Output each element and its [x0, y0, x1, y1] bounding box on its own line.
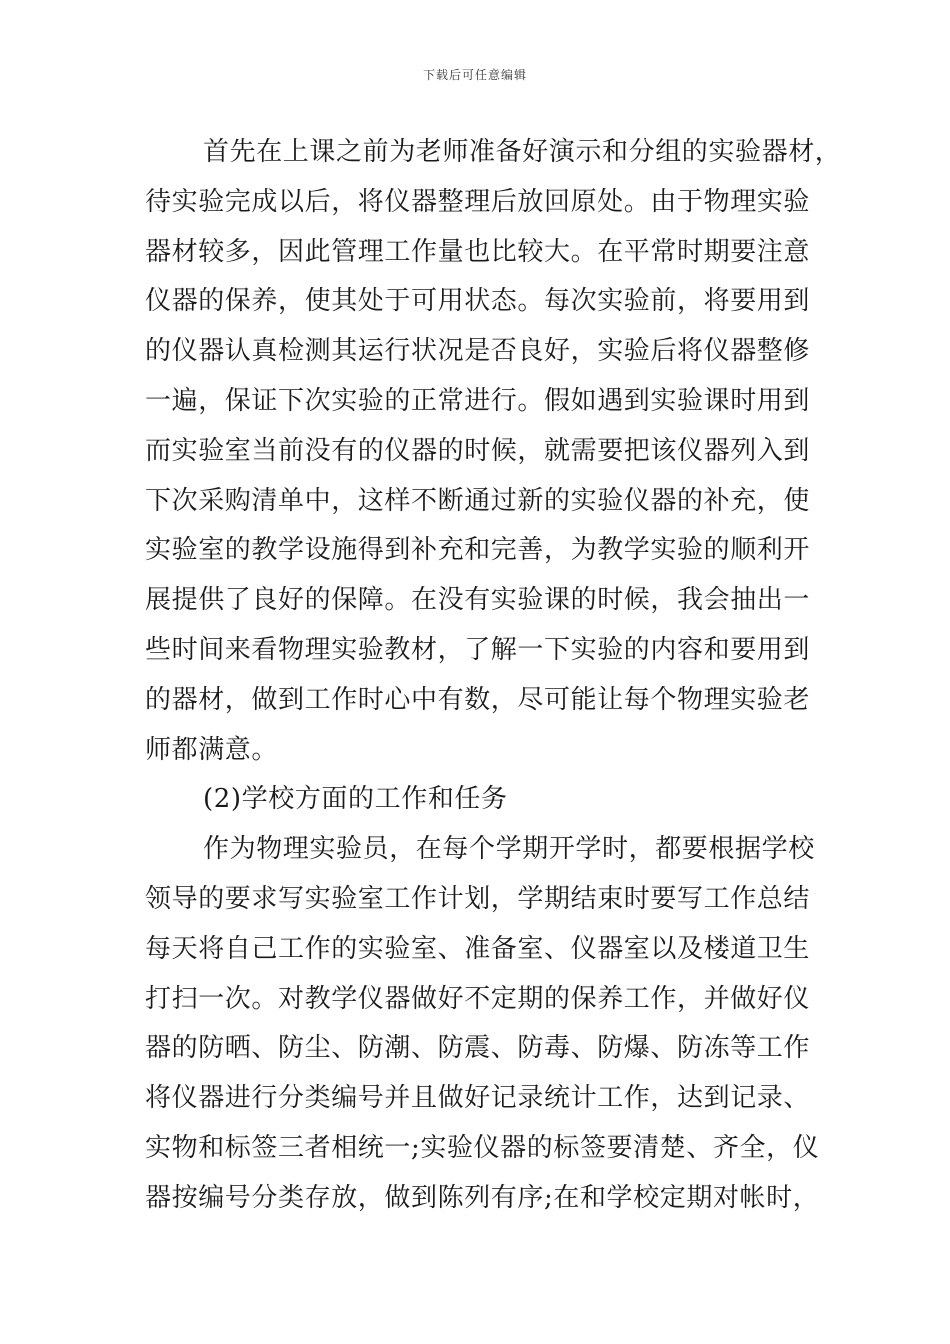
paragraph-line: 些时间来看物理实验教材，了解一下实验的内容和要用到	[145, 634, 811, 665]
paragraph-line: 师都满意。	[145, 734, 279, 765]
document-body	[145, 128, 842, 1224]
paragraph-line: 首先在上课之前为老师准备好演示和分组的实验器材，	[203, 137, 842, 167]
paragraph-line: 而实验室当前没有的仪器的时候，就需要把该仪器列入到	[145, 435, 811, 466]
paragraph-line: 的仪器认真检测其运行状况是否良好，实验后将仪器整修	[145, 336, 811, 367]
paragraph-line: 实物和标签三者相统一;实验仪器的标签要清楚、齐全，仪	[145, 1132, 820, 1163]
paragraph-line: 下次采购清单中，这样不断通过新的实验仪器的补充，使	[145, 485, 811, 516]
paragraph-line: 器按编号分类存放，做到陈列有序;在和学校定期对帐时，	[145, 1182, 820, 1213]
paragraph-line: 器的防晒、防尘、防潮、防震、防毒、防爆、防冻等工作	[145, 1033, 811, 1064]
paragraph-line: 领导的要求写实验室工作计划，学期结束时要写工作总结	[145, 883, 811, 914]
paragraph-line: 每天将自己工作的实验室、准备室、仪器室以及楼道卫生	[145, 933, 811, 964]
section-heading: (2)学校方面的工作和任务	[203, 784, 508, 815]
paragraph-line: 的器材，做到工作时心中有数，尽可能让每个物理实验老	[145, 684, 811, 715]
paragraph-line: 实验室的教学设施得到补充和完善，为教学实验的顺利开	[145, 535, 811, 566]
paragraph-line: 将仪器进行分类编号并且做好记录统计工作，达到记录、	[145, 1083, 811, 1114]
paragraph-line: 仪器的保养，使其处于可用状态。每次实验前，将要用到	[145, 286, 811, 317]
paragraph-line: 打扫一次。对教学仪器做好不定期的保养工作，并做好仪	[145, 983, 811, 1014]
paragraph-line: 展提供了良好的保障。在没有实验课的时候，我会抽出一	[145, 585, 811, 616]
header-note: 下载后可任意编辑	[422, 68, 527, 82]
paragraph-line: 一遍，保证下次实验的正常进行。假如遇到实验课时用到	[145, 385, 811, 416]
paragraph-line: 作为物理实验员，在每个学期开学时，都要根据学校	[203, 834, 815, 865]
paragraph-line: 器材较多，因此管理工作量也比较大。在平常时期要注意	[145, 236, 811, 267]
paragraph-line: 待实验完成以后，将仪器整理后放回原处。由于物理实验	[145, 186, 811, 217]
